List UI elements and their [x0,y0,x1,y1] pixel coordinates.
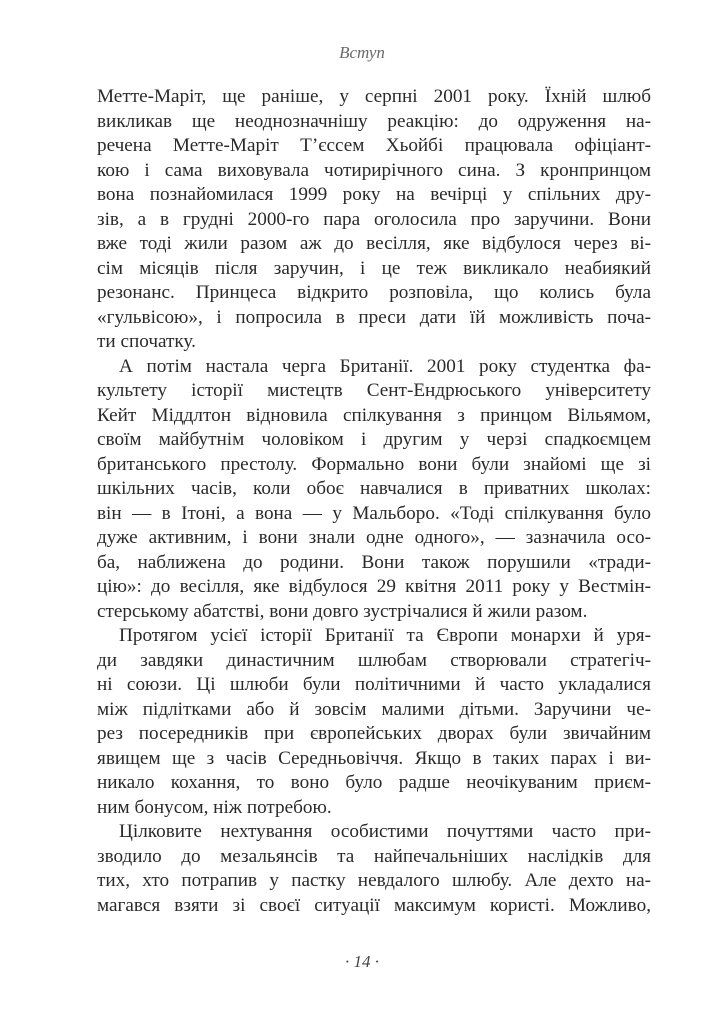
text-line: культету історії мистецтв Сент-Ендрюського університету [97,380,651,401]
text-line: ди завдяки династичним шлюбам створювали стратегіч- [97,649,651,671]
text-line: кою і сама виховувала чотирирічного сина. З кронпринцом [97,159,651,181]
text-line: Цілковите нехтування особистими почуттями часто при- [119,821,651,842]
paragraph [97,820,651,918]
text-line: стерському абатстві, вони довго зустрічалися й жили разом. [97,600,588,622]
text-line: своїм майбутнім чоловіком і другим у черзі спадкоємцем [97,429,651,450]
text-line: зів, а в грудні 2000-го пара оголосила про заручини. Вони [97,208,651,230]
text-line: ні союзи. Ці шлюби були політичними й часто укладалися [97,674,651,695]
text-line: никало кохання, то воно було радше неочікуваним приєм- [97,772,651,793]
text-line: «гульвісою», і попросила в преси дати їй можливість поча- [97,306,651,328]
text-line: викликав ще неоднозначнішу реакцію: до одруження на- [97,110,651,132]
paragraph [97,355,651,625]
text-line: явищем ще з часів Середньовіччя. Якщо в таких парах і ви- [97,747,651,769]
text-line: Метте-Маріт, ще раніше, у серпні 2001 року. Їхній шлюб [97,86,651,107]
text-line: ним бонусом, ніж потребою. [97,796,332,818]
body-text [97,85,651,918]
text-line: між підлітками або й зовсім малими дітьми. Заручини че- [97,698,651,720]
text-line: ба, наближена до родини. Вони також порушили «тради- [97,551,651,573]
text-line: А потім настала черга Британії. 2001 року студентка фа- [119,355,651,377]
text-line: рез посередників при європейських дворах були звичайним [97,723,651,744]
text-line: вже тоді жили разом аж до весілля, яке відбулося через ві- [97,233,651,254]
paragraph [97,85,651,355]
paragraph [97,624,651,820]
text-line: резонанс. Принцеса відкрито розповіла, що колись була [97,282,651,303]
text-line: цію»: до весілля, яке відбулося 29 квітня 2011 року у Вестмін- [97,576,651,597]
text-line: сім місяців після заручин, і це теж викликало неабиякий [97,257,651,279]
text-line: вона познайомилася 1999 року на вечірці у спільних дру- [97,184,651,205]
text-line: Протягом усієї історії Британії та Європи монархи й уря- [119,625,651,646]
text-line: шкільних часів, коли обоє навчалися в приватних школах: [97,478,651,499]
text-line: британського престолу. Формально вони були знайомі ще зі [97,453,651,475]
page-number: · 14 · [345,952,379,971]
text-line: ти спочатку. [97,331,196,352]
running-head: Вступ [339,43,385,62]
text-line: магався взяти зі своєї ситуації максимум користі. Можливо, [97,894,651,916]
text-line: він — в Ітоні, а вона — у Мальборо. «Тоді спілкування було [97,502,651,524]
text-line: зводило до мезальянсів та найпечальніших наслідків для [97,845,651,867]
text-line: Кейт Міддлтон відновила спілкування з принцом Вільямом, [97,404,651,426]
text-line: речена Метте-Маріт Т’єссем Хьойбі працювала офіціант- [97,135,651,156]
text-line: дуже активним, і вони знали одне одного», — зазначила осо- [97,527,651,548]
text-line: тих, хто потрапив у пастку невдалого шлюбу. Але дехто на- [97,870,651,891]
